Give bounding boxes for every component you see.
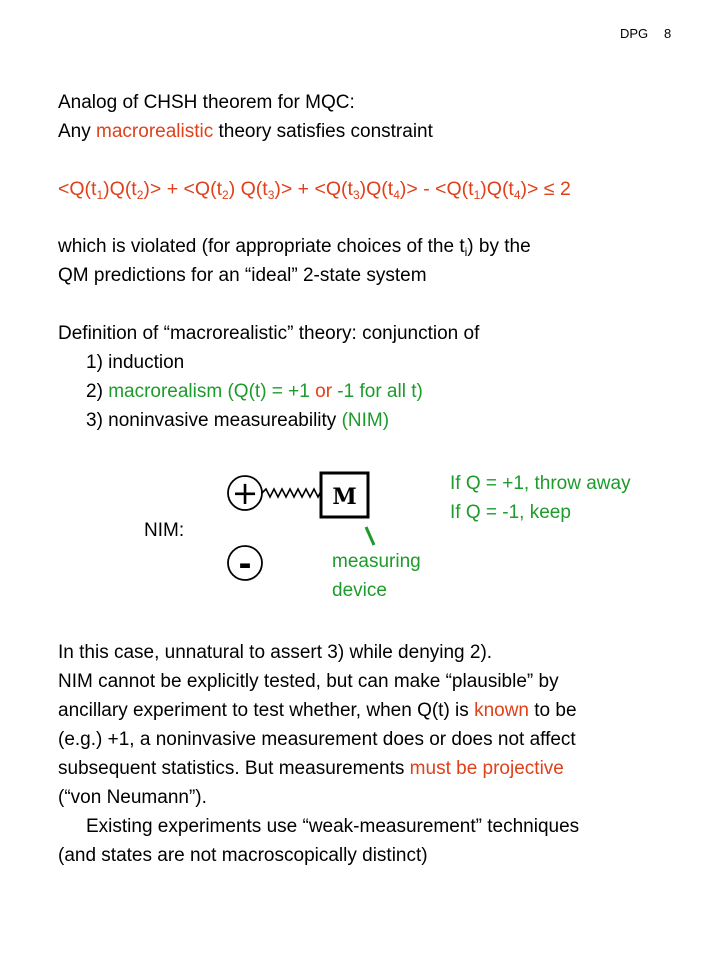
page-number: 8 (664, 26, 672, 41)
conclusion-line-8: (and states are not macroscopically distinct) (58, 845, 428, 866)
definition-item-induction: 1) induction (86, 352, 185, 373)
definition-title: Definition of “macrorealistic” theory: conjunction of (58, 323, 480, 344)
conclusion-line-7: Existing experiments use “weak-measurement” techniques (86, 816, 580, 837)
plus-symbol: + (231, 474, 259, 512)
conclusion-line-5: subsequent statistics. But measurements must be projective (58, 758, 564, 779)
conclusion-line-6: (“von Neumann”). (58, 787, 207, 808)
inequality-bound: ≤ 2 (543, 178, 571, 200)
header-author: DPG (620, 26, 649, 41)
measuring-box-label: M (332, 484, 357, 510)
conclusion-line-2: NIM cannot be explicitly tested, but can make “plausible” by (58, 671, 559, 692)
definition-item-macrorealism: 2) macrorealism (Q(t) = +1 or -1 for all t) (86, 381, 423, 402)
rule-keep: If Q = -1, keep (450, 502, 571, 523)
definition-item-nim: 3) noninvasive measureability (NIM) (86, 410, 390, 431)
device-caption-1: measuring (332, 551, 421, 572)
minus-symbol: - (238, 545, 252, 583)
intro-title: Analog of CHSH theorem for MQC: (58, 92, 355, 113)
device-pointer (366, 527, 374, 545)
conclusion-line-3: ancillary experiment to test whether, when Q(t) is known to be (58, 700, 577, 721)
violation-line-2: QM predictions for an “ideal” 2-state system (58, 265, 427, 286)
chsh-inequality: $<Q(t_1)Q(t_2)> + <Q(t_2) Q(t_3)> + <Q(t_3)Q(t_4)> - <Q(t_1)Q(t_4)> \le 2$ (58, 178, 571, 202)
intro-constraint: Any macrorealistic theory satisfies constraint (58, 121, 433, 142)
coupling-spring (262, 489, 328, 497)
device-caption-2: device (332, 580, 387, 601)
nim-label: NIM: (144, 520, 185, 541)
rule-throw-away: If Q = +1, throw away (450, 473, 631, 494)
macrorealistic-term: macrorealistic (96, 121, 214, 142)
conclusion-line-1: In this case, unnatural to assert 3) while denying 2). (58, 642, 493, 663)
conclusion-line-4: (e.g.) +1, a noninvasive measurement does or does not affect (58, 729, 576, 750)
violation-line-1: which is violated (for appropriate choices of the $t_i$) by the (58, 236, 531, 259)
